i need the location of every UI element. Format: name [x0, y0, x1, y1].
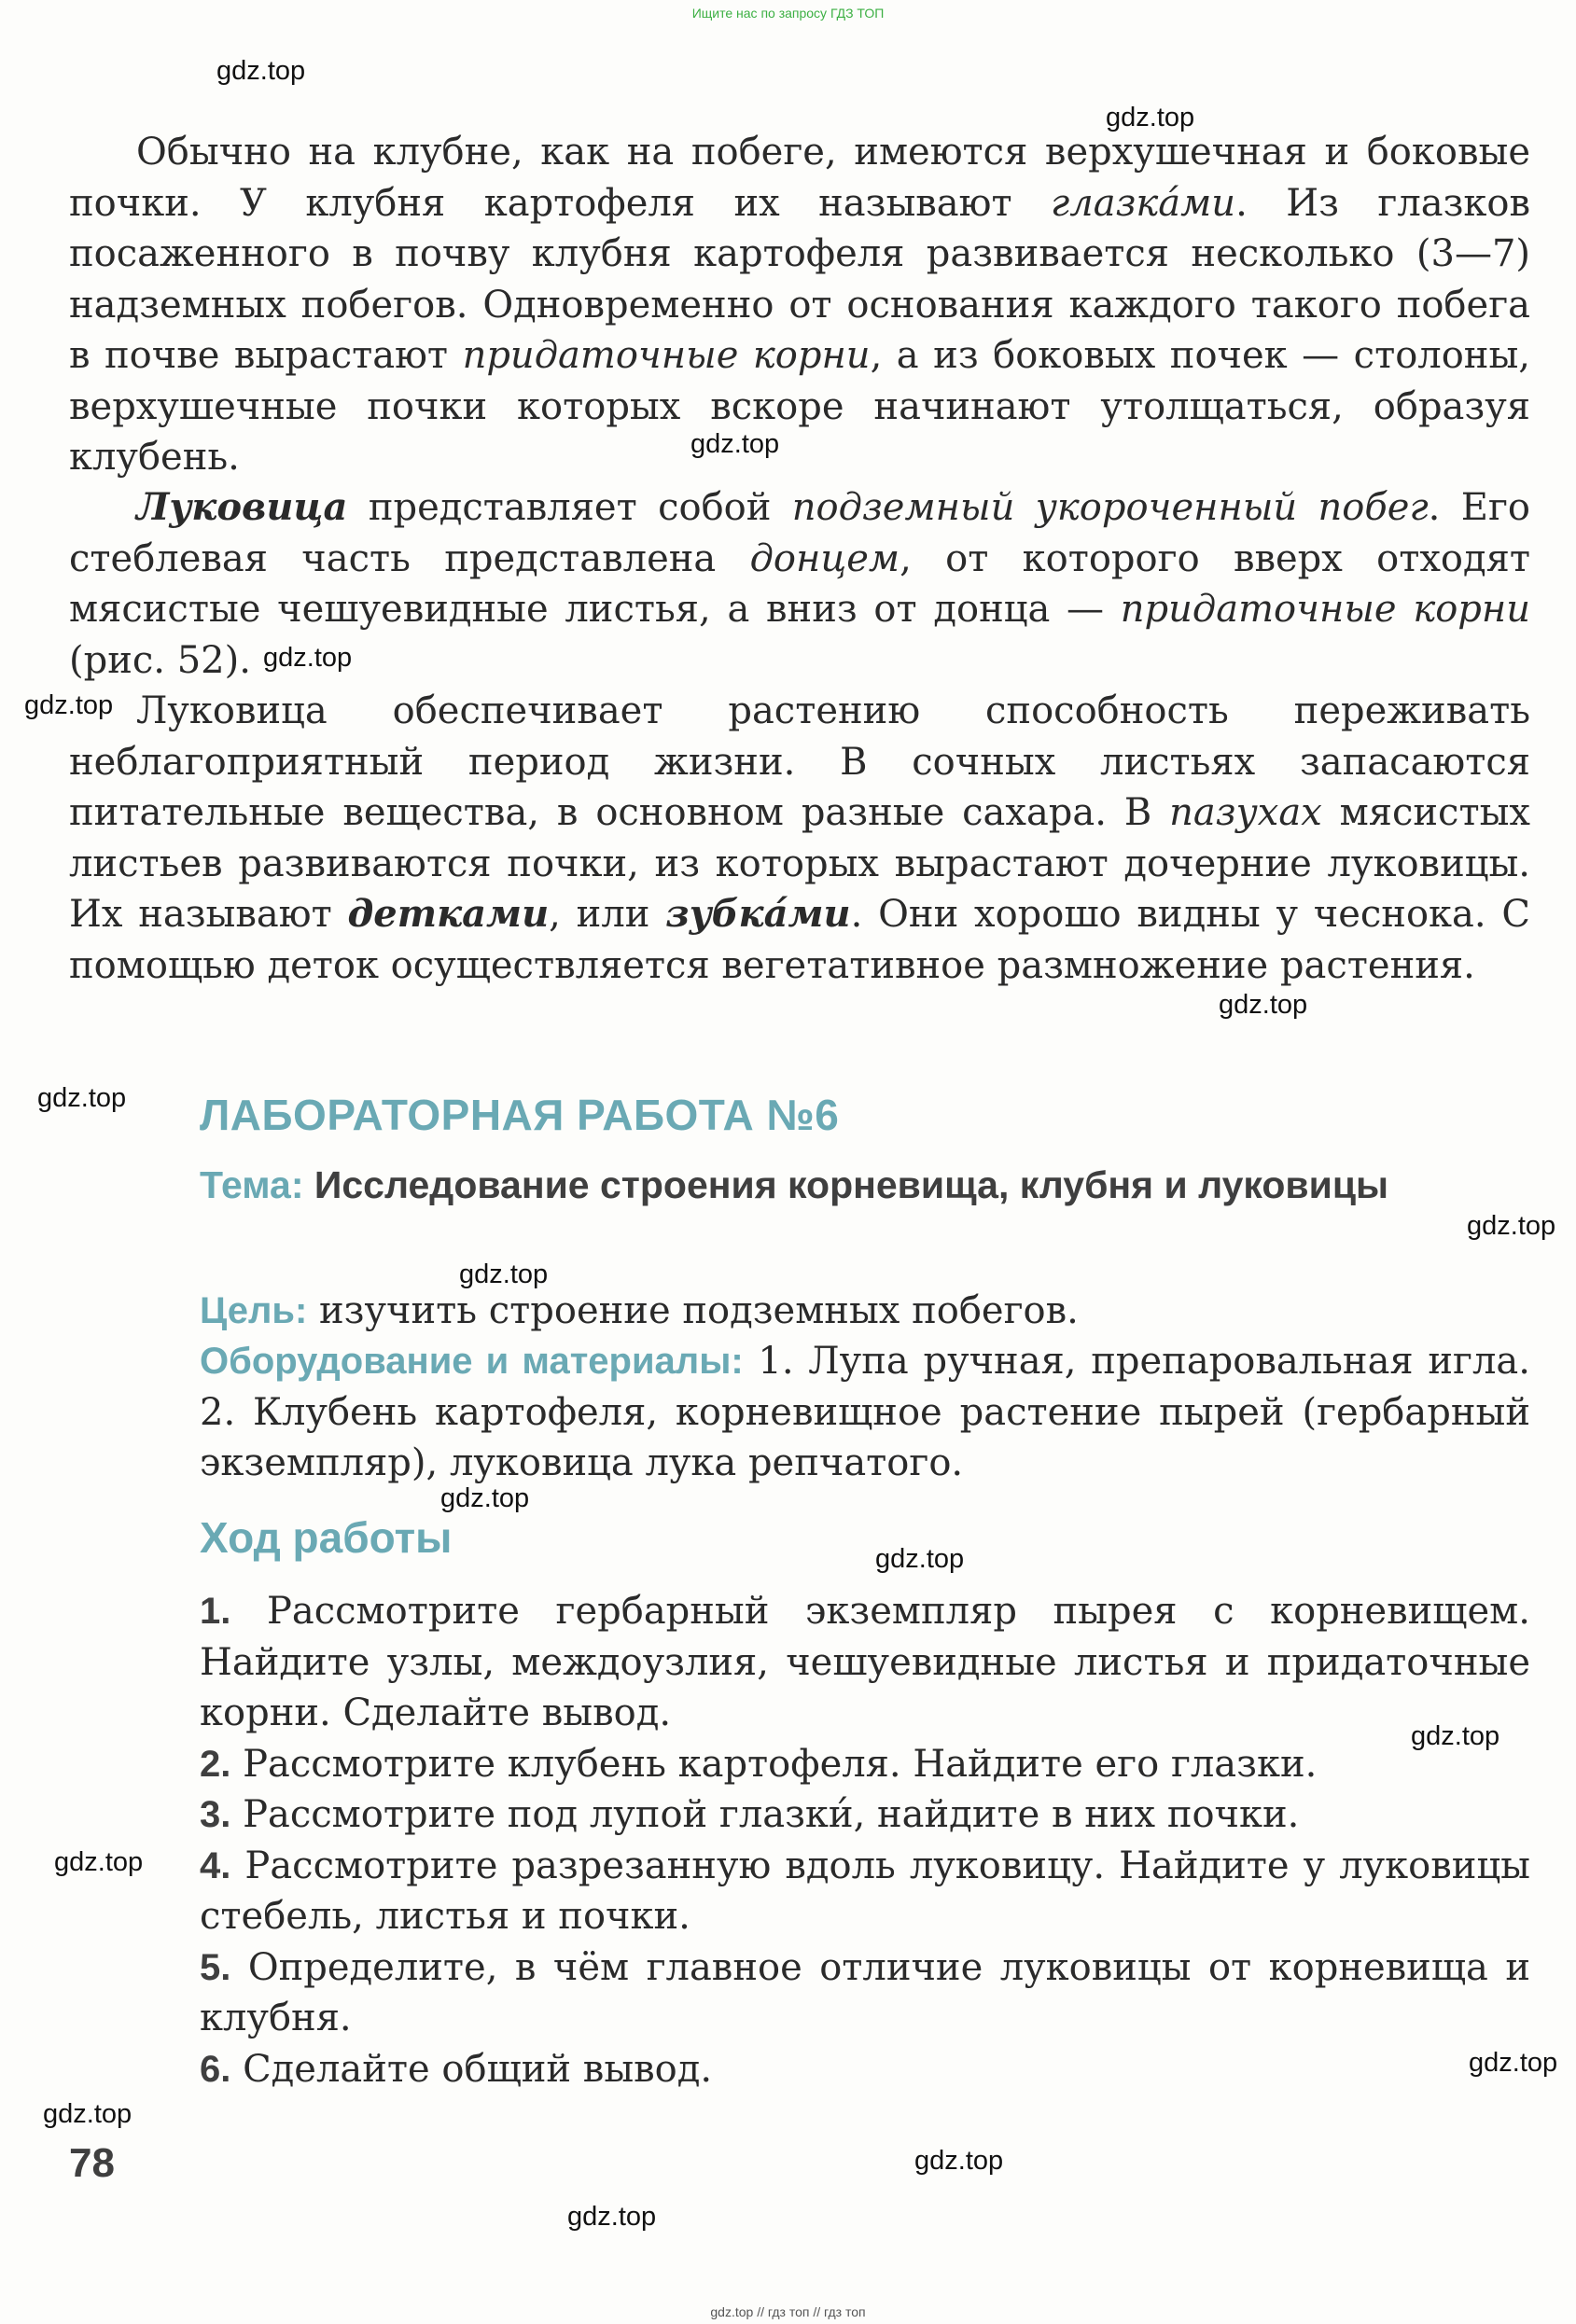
text: , а из боковых почек — столоны, верхушечные почки которых вскоре начинают утолщаться, образуя клубень. [69, 334, 1530, 479]
watermark: gdz.top [440, 1483, 530, 1513]
equipment-text: 1. Лупа ручная, препаровальная игла. 2. Клубень картофеля, корневищное растение пырей (гербарный экземпляр), луковица лука репчатого. [200, 1340, 1530, 1484]
watermark: gdz.top [1106, 103, 1195, 132]
term-adventitious-roots: придаточные корни [1120, 588, 1530, 631]
text: Обычно на клубне, как на побеге, имеются верхушечная и боковые почки. У клубня картофеля их называют [69, 131, 1530, 225]
text: . Из глазков посаженного в почву клубня картофеля развивается несколько (3—7) надземных побегов. Одновременно от основания каждого такого побега в почве вырастают [69, 181, 1530, 377]
term-cloves: зубка́ми [665, 892, 851, 936]
term-axils: пазухах [1169, 791, 1322, 834]
watermark: gdz.top [914, 2146, 1004, 2176]
step-item [200, 1739, 1530, 1790]
watermark: gdz.top [690, 429, 780, 459]
term-underground-shoot: подземный укороченный побег [791, 486, 1429, 529]
lab-equipment [200, 1336, 1530, 1489]
text: Луковица обеспечивает растению способность переживать неблагоприятный период жизни. В сочных листьях запасаются питательные вещества, в основном разные сахара. В [69, 689, 1530, 834]
term-basal-plate: донцем [749, 536, 900, 580]
step-number: 3. [200, 1794, 231, 1835]
step-number: 2. [200, 1743, 231, 1785]
step-text: Рассмотрите клубень картофеля. Найдите его глазки. [230, 1742, 1318, 1786]
term-bulb: Луковица [136, 485, 348, 529]
step-item [200, 1841, 1530, 1942]
steps-list [200, 1586, 1530, 2094]
paragraph-bulb [69, 482, 1530, 686]
progress-title: Ход работы [200, 1513, 453, 1562]
text: представляет собой [347, 486, 792, 529]
goal-text: изучить строение подземных побегов. [307, 1289, 1079, 1332]
term-eyes: глазка́ми [1051, 181, 1236, 225]
step-item [200, 1942, 1530, 2044]
watermark: gdz.top [43, 2099, 132, 2129]
text: . Они хорошо видны у чеснока. С помощью деток осуществляется вегетативное размножение растения. [69, 893, 1531, 987]
equipment-label: Оборудование и материалы: [200, 1341, 744, 1382]
text: . Его стеблевая часть представлена [69, 486, 1530, 580]
text: , от которого вверх отходят мясистые чешуевидные листья, а вниз от донца — [69, 536, 1530, 631]
step-number: 4. [200, 1844, 231, 1886]
step-item [200, 1586, 1530, 1739]
lab-title: ЛАБОРАТОРНАЯ РАБОТА №6 [200, 1091, 840, 1139]
watermark: gdz.top [1411, 1721, 1500, 1751]
step-text: Определите, в чём главное отличие луковицы от корневища и клубня. [200, 1945, 1530, 2039]
watermark: gdz.top [1219, 990, 1308, 1020]
watermark: gdz.top [875, 1544, 965, 1574]
goal-label: Цель: [200, 1290, 308, 1331]
watermark: gdz.top [1467, 1211, 1556, 1241]
lab-topic [200, 1162, 1530, 1208]
watermark: gdz.top [24, 690, 114, 720]
step-item [200, 2044, 1530, 2095]
text: мясистых листьев развиваются почки, из которых вырастают дочерние луковицы. Их называют [69, 791, 1530, 936]
step-number: 1. [200, 1591, 231, 1632]
term-bulblets: детками [347, 892, 550, 936]
step-text: Рассмотрите под лупой глазки́, найдите в них почки. [230, 1793, 1300, 1836]
watermark: gdz.top [567, 2202, 657, 2232]
lab-goal [200, 1286, 1530, 1337]
step-item [200, 1789, 1530, 1841]
watermark: gdz.top [37, 1083, 127, 1113]
paragraph-bulb-function [69, 686, 1530, 991]
step-text: Рассмотрите гербарный экземпляр пырея с корневищем. Найдите узлы, междоузлия, чешуевидные листья и придаточные корни. Сделайте вывод. [200, 1590, 1530, 1734]
step-text: Сделайте общий вывод. [230, 2047, 713, 2091]
watermark: gdz.top [1469, 2048, 1558, 2078]
term-adventitious-roots: придаточные корни [462, 334, 871, 377]
step-number: 5. [200, 1946, 231, 1988]
text: , или [549, 893, 666, 936]
topic-text: Исследование строения корневища, клубня и луковицы [303, 1163, 1389, 1206]
watermark: gdz.top [54, 1847, 144, 1877]
bottom-footer: gdz.top // гдз топ // гдз топ [710, 2304, 866, 2319]
watermark: gdz.top [263, 643, 353, 673]
page-number: 78 [69, 2140, 115, 2186]
top-banner: Ищите нас по запросу ГДЗ ТОП [691, 6, 885, 21]
step-text: Рассмотрите разрезанную вдоль луковицу. Найдите у луковицы стебель, листья и почки. [200, 1844, 1530, 1938]
paragraph-tuber [69, 127, 1530, 483]
watermark: gdz.top [216, 56, 306, 86]
text: (рис. 52). [69, 638, 251, 682]
step-number: 6. [200, 2048, 231, 2090]
watermark: gdz.top [459, 1259, 549, 1289]
topic-label: Тема: [200, 1163, 304, 1206]
